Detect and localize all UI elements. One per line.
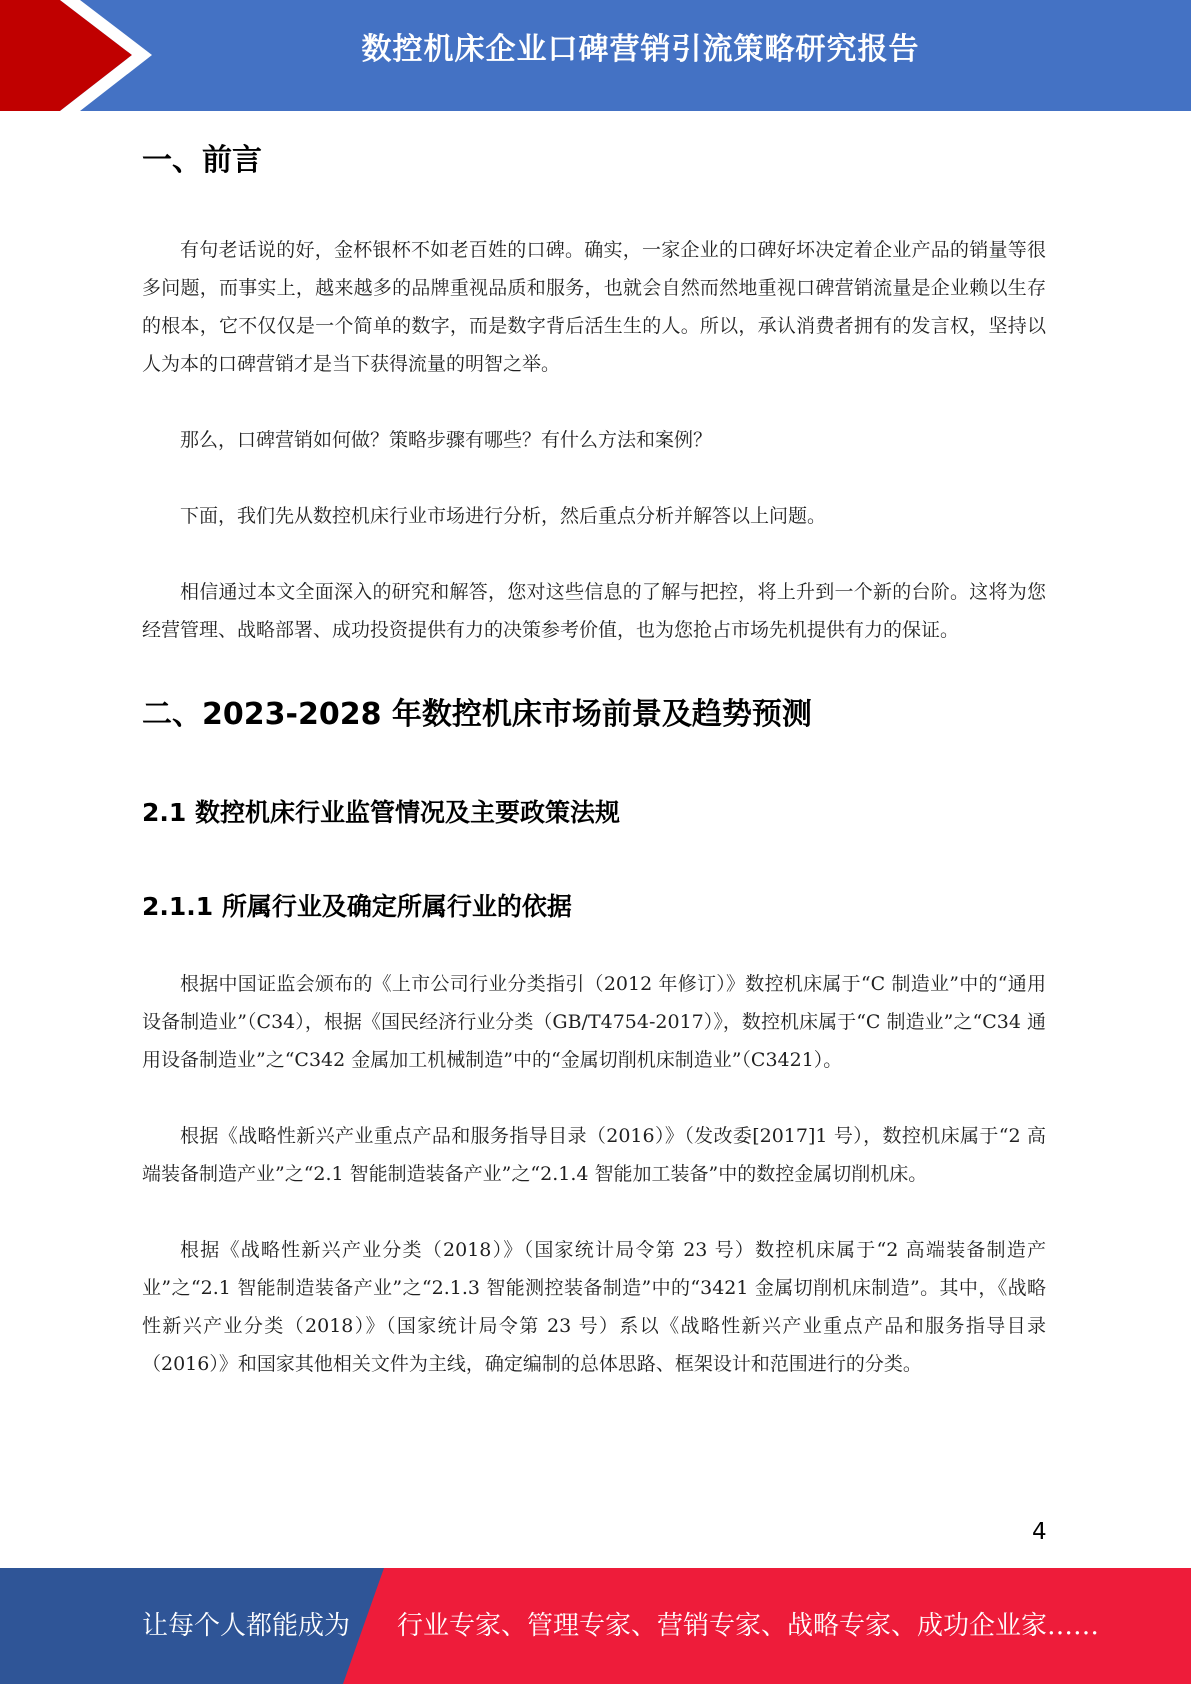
paragraph: 那么，口碑营销如何做？策略步骤有哪些？有什么方法和案例？: [180, 429, 713, 451]
chevron-arrow-icon: [0, 0, 160, 111]
paragraph: 有句老话说的好，金杯银杯不如老百姓的口碑。确实，一家企业的口碑好坏决定着企业产品的销量等很多问题，而事实上，越来越多的品牌重视品质和服务，也就会自然而然地重视口碑营销流量是企业赖以生存的根本，它不仅仅是一个简单的数字，而是数字背后活生生的人。所以，承认消费者拥有的发言权，坚持以人为本的口碑营销才是当下获得流量的明智之举。: [142, 239, 1046, 375]
page-number: 4: [1032, 1519, 1047, 1545]
paragraph: 相信通过本文全面深入的研究和解答，您对这些信息的了解与把控，将上升到一个新的台阶。这将为您经营管理、战略部署、成功投资提供有力的决策参考价值，也为您抢占市场先机提供有力的保证。: [142, 581, 1046, 641]
subsection-heading: 2.1.1 所属行业及确定所属行业的依据: [142, 892, 572, 921]
paragraph: 根据《战略性新兴产业分类（2018）》（国家统计局令第 23 号）数控机床属于“2 高端装备制造产业”之“2.1 智能制造装备产业”之“2.1.3 智能测控装备制造”中的“3421 金属切削机床制造”。其中，《战略性新兴产业分类（2018）》（国家统计局令第 23 号）系以《战略性新兴产业重点产品和服务指导目录（2016）》和国家其他相关文件为主线，确定编制的总体思路、框架设计和范围进行的分类。: [142, 1239, 1046, 1375]
footer-slogan-right: 行业专家、管理专家、营销专家、战略专家、成功企业家……: [397, 1611, 1100, 1641]
footer-slogan-left: 让每个人都能成为: [142, 1611, 351, 1641]
footer-banner: [0, 1568, 1191, 1684]
report-title: 数控机床企业口碑营销引流策略研究报告: [361, 32, 920, 67]
section-heading-forecast: 二、2023-2028 年数控机床市场前景及趋势预测: [142, 697, 812, 732]
paragraph: 根据中国证监会颁布的《上市公司行业分类指引（2012 年修订）》数控机床属于“C 制造业”中的“通用设备制造业”（C34），根据《国民经济行业分类（GB/T4754-2017）》，数控机床属于“C 制造业”之“C34 通用设备制造业”之“C342 金属加工机械制造”中的“金属切削机床制造业”（C3421）。: [142, 973, 1046, 1071]
section-heading-preface: 一、前言: [142, 143, 262, 178]
report-header-banner: [0, 0, 1191, 111]
page-content: [142, 135, 1046, 1383]
paragraph: 下面，我们先从数控机床行业市场进行分析，然后重点分析并解答以上问题。: [180, 505, 827, 527]
subsection-heading: 2.1 数控机床行业监管情况及主要政策法规: [142, 798, 620, 827]
paragraph: 根据《战略性新兴产业重点产品和服务指导目录（2016）》（发改委[2017]1 号），数控机床属于“2 高端装备制造产业”之“2.1 智能制造装备产业”之“2.1.4 智能加工装备”中的数控金属切削机床。: [142, 1125, 1046, 1185]
